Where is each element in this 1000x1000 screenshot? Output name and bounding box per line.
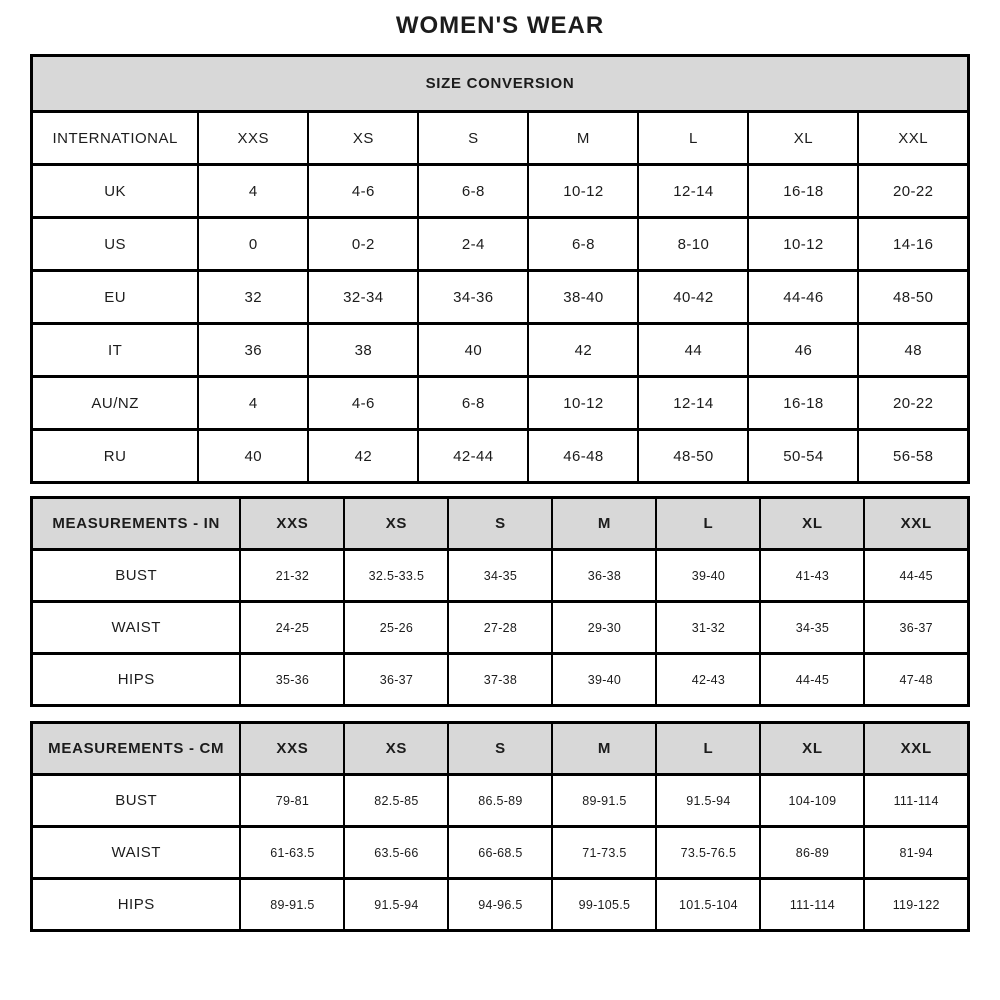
region-label: RU <box>32 430 199 483</box>
measurement-value: 71-73.5 <box>552 827 656 879</box>
page-title: WOMEN'S WEAR <box>395 12 605 39</box>
table-row <box>32 550 969 602</box>
table-row <box>32 723 969 775</box>
region-label: AU/NZ <box>32 377 199 430</box>
table-row <box>32 165 969 218</box>
measurement-value: 61-63.5 <box>240 827 344 879</box>
column-header-size: M <box>528 112 638 165</box>
column-header-size: S <box>448 498 552 550</box>
size-value: 10-12 <box>528 377 638 430</box>
measurement-value: 24-25 <box>240 602 344 654</box>
size-conversion-header: SIZE CONVERSION <box>32 56 969 112</box>
measurement-value: 27-28 <box>448 602 552 654</box>
measurement-value: 111-114 <box>760 879 864 931</box>
measurement-value: 111-114 <box>864 775 968 827</box>
measurement-value: 73.5-76.5 <box>656 827 760 879</box>
measurement-value: 44-45 <box>864 550 968 602</box>
size-conversion-table <box>30 54 970 484</box>
table-row <box>32 498 969 550</box>
measurement-label: HIPS <box>32 879 241 931</box>
region-label: EU <box>32 271 199 324</box>
size-value: 50-54 <box>748 430 858 483</box>
size-value: 20-22 <box>858 377 968 430</box>
size-value: 46-48 <box>528 430 638 483</box>
size-value: 44-46 <box>748 271 858 324</box>
column-header-size: S <box>448 723 552 775</box>
measurement-value: 21-32 <box>240 550 344 602</box>
measurement-value: 91.5-94 <box>656 775 760 827</box>
region-label: US <box>32 218 199 271</box>
size-value: 6-8 <box>418 377 528 430</box>
measurement-value: 86.5-89 <box>448 775 552 827</box>
measurement-value: 119-122 <box>864 879 968 931</box>
size-value: 0-2 <box>308 218 418 271</box>
measurement-value: 39-40 <box>552 654 656 706</box>
size-value: 4 <box>198 377 308 430</box>
measurement-value: 94-96.5 <box>448 879 552 931</box>
measurements-cm-table <box>30 721 970 932</box>
size-value: 42 <box>528 324 638 377</box>
column-header-size: XS <box>308 112 418 165</box>
size-value: 48-50 <box>638 430 748 483</box>
size-value: 48-50 <box>858 271 968 324</box>
measurement-value: 39-40 <box>656 550 760 602</box>
size-value: 10-12 <box>528 165 638 218</box>
size-value: 20-22 <box>858 165 968 218</box>
size-value: 10-12 <box>748 218 858 271</box>
size-value: 6-8 <box>528 218 638 271</box>
column-header-size: L <box>638 112 748 165</box>
table-row <box>32 271 969 324</box>
size-value: 34-36 <box>418 271 528 324</box>
measurement-value: 36-37 <box>864 602 968 654</box>
column-header-size: L <box>656 498 760 550</box>
measurement-value: 81-94 <box>864 827 968 879</box>
column-header-size: XL <box>748 112 858 165</box>
size-value: 32-34 <box>308 271 418 324</box>
measurement-value: 36-37 <box>344 654 448 706</box>
measurement-value: 89-91.5 <box>240 879 344 931</box>
size-value: 6-8 <box>418 165 528 218</box>
measurement-label: BUST <box>32 775 241 827</box>
measurement-value: 104-109 <box>760 775 864 827</box>
size-value: 32 <box>198 271 308 324</box>
measurement-value: 37-38 <box>448 654 552 706</box>
region-label: IT <box>32 324 199 377</box>
size-value: 36 <box>198 324 308 377</box>
measurement-value: 44-45 <box>760 654 864 706</box>
measurement-value: 25-26 <box>344 602 448 654</box>
measurements-table-title: MEASUREMENTS - CM <box>32 723 241 775</box>
measurement-value: 42-43 <box>656 654 760 706</box>
measurements-in-table <box>30 496 970 707</box>
table-row <box>32 112 969 165</box>
size-value: 42 <box>308 430 418 483</box>
table-row <box>32 324 969 377</box>
table-row <box>32 879 969 931</box>
table-row <box>32 377 969 430</box>
size-value: 38-40 <box>528 271 638 324</box>
measurement-value: 91.5-94 <box>344 879 448 931</box>
column-header-size: XS <box>344 723 448 775</box>
column-header-size: XL <box>760 723 864 775</box>
size-value: 16-18 <box>748 165 858 218</box>
column-header-size: XS <box>344 498 448 550</box>
size-value: 4 <box>198 165 308 218</box>
measurement-value: 34-35 <box>448 550 552 602</box>
measurement-value: 66-68.5 <box>448 827 552 879</box>
measurement-label: HIPS <box>32 654 241 706</box>
size-value: 42-44 <box>418 430 528 483</box>
column-header-size: M <box>552 498 656 550</box>
column-header-size: XXS <box>240 723 344 775</box>
table-row <box>32 602 969 654</box>
measurement-value: 34-35 <box>760 602 864 654</box>
size-value: 12-14 <box>638 165 748 218</box>
size-value: 48 <box>858 324 968 377</box>
size-value: 12-14 <box>638 377 748 430</box>
column-header-size: XXL <box>864 723 968 775</box>
column-header-size: L <box>656 723 760 775</box>
measurement-label: WAIST <box>32 602 241 654</box>
column-header-size: XL <box>760 498 864 550</box>
column-header-size: XXS <box>198 112 308 165</box>
table-row <box>32 775 969 827</box>
size-value: 56-58 <box>858 430 968 483</box>
table-banner-row <box>32 56 969 112</box>
size-value: 46 <box>748 324 858 377</box>
measurement-value: 29-30 <box>552 602 656 654</box>
table-row <box>32 827 969 879</box>
measurement-value: 32.5-33.5 <box>344 550 448 602</box>
size-value: 2-4 <box>418 218 528 271</box>
measurement-value: 79-81 <box>240 775 344 827</box>
measurement-value: 86-89 <box>760 827 864 879</box>
measurement-value: 31-32 <box>656 602 760 654</box>
region-label: UK <box>32 165 199 218</box>
size-value: 44 <box>638 324 748 377</box>
measurement-label: BUST <box>32 550 241 602</box>
table-row <box>32 218 969 271</box>
measurement-value: 89-91.5 <box>552 775 656 827</box>
measurement-value: 99-105.5 <box>552 879 656 931</box>
size-value: 0 <box>198 218 308 271</box>
measurement-value: 36-38 <box>552 550 656 602</box>
measurement-value: 63.5-66 <box>344 827 448 879</box>
table-row <box>32 430 969 483</box>
size-value: 14-16 <box>858 218 968 271</box>
column-header-international: INTERNATIONAL <box>32 112 199 165</box>
size-value: 40-42 <box>638 271 748 324</box>
column-header-size: XXS <box>240 498 344 550</box>
column-header-size: M <box>552 723 656 775</box>
size-value: 16-18 <box>748 377 858 430</box>
size-value: 40 <box>418 324 528 377</box>
measurements-table-title: MEASUREMENTS - IN <box>32 498 241 550</box>
column-header-size: XXL <box>858 112 968 165</box>
measurement-value: 82.5-85 <box>344 775 448 827</box>
measurement-value: 35-36 <box>240 654 344 706</box>
table-row <box>32 654 969 706</box>
size-value: 38 <box>308 324 418 377</box>
size-value: 4-6 <box>308 377 418 430</box>
measurement-value: 47-48 <box>864 654 968 706</box>
column-header-size: S <box>418 112 528 165</box>
size-value: 4-6 <box>308 165 418 218</box>
measurement-value: 101.5-104 <box>656 879 760 931</box>
size-value: 8-10 <box>638 218 748 271</box>
column-header-size: XXL <box>864 498 968 550</box>
measurement-value: 41-43 <box>760 550 864 602</box>
measurement-label: WAIST <box>32 827 241 879</box>
size-value: 40 <box>198 430 308 483</box>
